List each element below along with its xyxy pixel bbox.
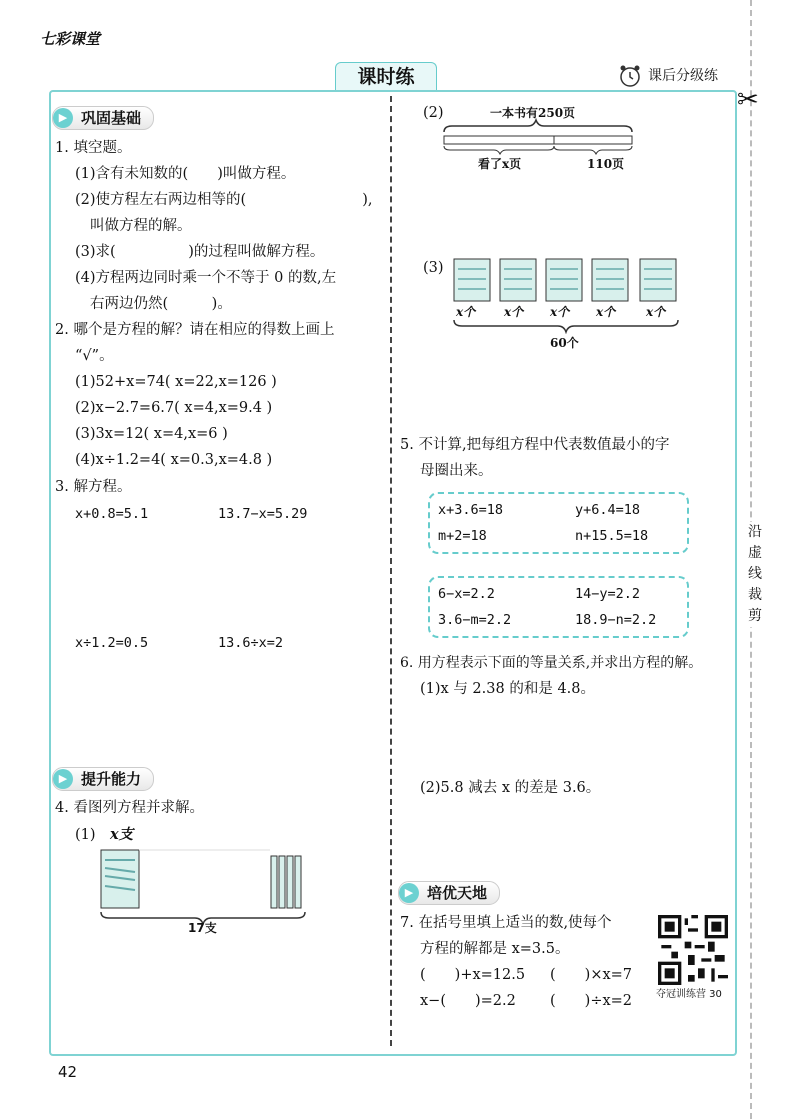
q7-row2-b: ( )÷x=2 [550, 993, 633, 1009]
level-text: 课后分级练 [648, 68, 718, 84]
q1-line-1: (1)含有未知数的( )叫做方程。 [75, 166, 296, 182]
q4-p3-total: 60个 [550, 336, 579, 350]
q5-g1-eq-3: m+2=18 [438, 528, 487, 544]
q4-p3-brace [450, 318, 682, 334]
q5-g2-eq-3: 3.6−m=2.2 [438, 612, 512, 628]
q4-p3-label-5: x个 [646, 305, 666, 319]
play-icon: ▶ [399, 883, 419, 903]
q1-title: 1. 填空题。 [55, 140, 132, 156]
q3-title: 3. 解方程。 [55, 479, 132, 495]
q7-row1-a: ( )+x=12.5 [420, 967, 526, 983]
alarm-clock-icon [618, 64, 642, 88]
q5-title-1: 5. 不计算,把每组方程中代表数值最小的字 [400, 437, 670, 453]
q4-p3-label-2: x个 [504, 305, 524, 319]
q1-line-4: (3)求( )的过程叫做解方程。 [75, 244, 325, 260]
q6-title: 6. 用方程表示下面的等量关系,并求出方程的解。 [400, 655, 703, 671]
q5-g1-eq-4: n+15.5=18 [575, 528, 649, 544]
q2-item-3: (3)3x=12( x=4,x=6 ) [75, 426, 228, 442]
q1-line-3: 叫做方程的解。 [90, 218, 192, 234]
q4-p2-num: (2) [423, 105, 444, 121]
q2-title-1: 2. 哪个是方程的解？请在相应的得数上画上 [55, 322, 335, 338]
level-label [618, 64, 718, 88]
q4-p3-label-3: x个 [550, 305, 570, 319]
q7-row1-b: ( )×x=7 [550, 967, 633, 983]
q1-line-6: 右两边仍然( )。 [90, 296, 232, 312]
q3-eq-1: x+0.8=5.1 [75, 506, 149, 522]
q4-p2-right-label: 110页 [587, 157, 625, 171]
q2-item-4: (4)x÷1.2=4( x=0.3,x=4.8 ) [75, 452, 273, 468]
q4-p1-num: (1) [75, 827, 96, 843]
q6-item-2: (2)5.8 减去 x 的差是 3.6。 [420, 780, 601, 796]
page-title: 课时练 [335, 62, 437, 91]
section-basic-header: ▶ 巩固基础 [52, 106, 154, 130]
q2-item-1: (1)52+x=74( x=22,x=126 ) [75, 374, 277, 390]
section-improve-header: ▶ 提升能力 [52, 767, 154, 791]
q4-p2-book-figure [440, 118, 640, 156]
page-number: 42 [58, 1063, 78, 1081]
q5-g1-eq-1: x+3.6=18 [438, 502, 504, 518]
q5-g2-eq-2: 14−y=2.2 [575, 586, 641, 602]
q3-eq-3: x÷1.2=0.5 [75, 635, 149, 651]
q7-row2-a: x−( )=2.2 [420, 993, 516, 1009]
qr-code [658, 915, 728, 985]
q7-title-1: 7. 在括号里填上适当的数,使每个 [400, 915, 612, 931]
q4-p2-left-label: 看了x页 [478, 157, 522, 171]
q2-item-2: (2)x−2.7=6.7( x=4,x=9.4 ) [75, 400, 273, 416]
q4-p1-pencil-figure [95, 840, 315, 925]
q4-p1-top-label: x支 [110, 826, 134, 843]
qr-caption: 夺冠训练营 30 [656, 989, 722, 1000]
q4-p1-bottom-label: 17支 [188, 921, 217, 935]
q3-eq-2: 13.7−x=5.29 [218, 506, 308, 522]
q1-line-5: (4)方程两边同时乘一个不等于 0 的数,左 [75, 270, 337, 286]
cut-instruction: 沿 虚 线 裁 剪 [744, 522, 766, 627]
brand-logo: 七彩课堂 [40, 30, 101, 48]
section-advanced-header: ▶ 培优天地 [398, 881, 500, 905]
q5-g2-eq-1: 6−x=2.2 [438, 586, 495, 602]
q7-title-2: 方程的解都是 x=3.5。 [420, 941, 570, 957]
q2-title-2: “√”。 [75, 348, 114, 364]
q5-g1-eq-2: y+6.4=18 [575, 502, 641, 518]
q4-p3-label-1: x个 [456, 305, 476, 319]
q3-eq-4: 13.6÷x=2 [218, 635, 284, 651]
column-divider [390, 96, 392, 1046]
q4-p3-num: (3) [423, 260, 444, 276]
q4-p2-top-label: 一本书有250页 [490, 106, 576, 120]
q5-g2-eq-4: 18.9−n=2.2 [575, 612, 657, 628]
q5-title-2: 母圈出来。 [420, 463, 493, 479]
q6-item-1: (1)x 与 2.38 的和是 4.8。 [420, 681, 595, 697]
q4-p3-label-4: x个 [596, 305, 616, 319]
scissors-icon: ✂ [737, 85, 759, 115]
q1-line-2: (2)使方程左右两边相等的( ), [75, 192, 373, 208]
q4-title: 4. 看图列方程并求解。 [55, 800, 204, 816]
play-icon: ▶ [53, 769, 73, 789]
play-icon: ▶ [53, 108, 73, 128]
q4-p3-calendar-figure [450, 255, 682, 305]
